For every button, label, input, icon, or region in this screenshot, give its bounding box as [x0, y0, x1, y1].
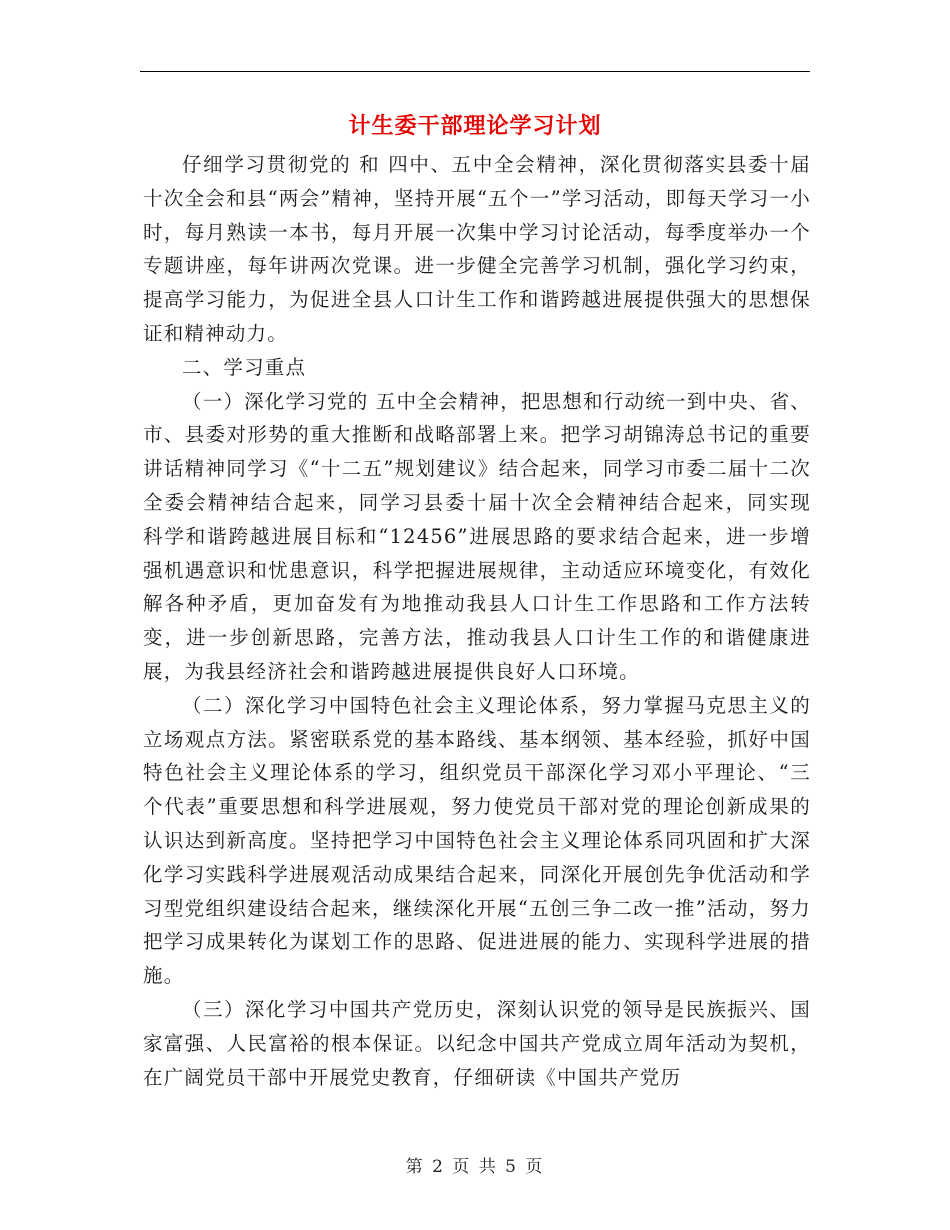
page-title: 计生委干部理论学习计划: [348, 113, 602, 139]
header-rule: [140, 71, 810, 72]
paragraph-focus-2: （二）深化学习中国特色社会主义理论体系，努力掌握马克思主义的立场观点方法。紧密联系党的基本路线、基本纲领、基本经验，抓好中国特色社会主义理论体系的学习，组织党员干部深化学习邓小平理论、“三个代表”重要思想和科学进展观，努力使党员干部对党的理论创新成果的认识达到新高度。坚持把学习中国特色社会主义理论体系同巩固和扩大深化学习实践科学进展观活动成果结合起来，同深化开展创先争优活动和学习型党组织建设结合起来，继续深化开展“五创三争二改一推”活动，努力把学习成果转化为谋划工作的思路、促进进展的能力、实现科学进展的措施。: [143, 693, 811, 988]
section-heading-study-focus: 二、学习重点: [182, 355, 307, 379]
document-body: [143, 148, 811, 1094]
paragraph-intro: 仔细学习贯彻党的 和 四中、五中全会精神，深化贯彻落实县委十届十次全会和县“两会”精神，坚持开展“五个一”学习活动，即每天学习一小时，每月熟读一本书，每月开展一次集中学习讨论活动，每季度举办一个专题讲座，每年讲两次党课。进一步健全完善学习机制，强化学习约束，提高学习能力，为促进全县人口计生工作和谐跨越进展提供强大的思想保证和精神动力。: [143, 153, 811, 345]
paragraph-focus-1: （一）深化学习党的 五中全会精神，把思想和行动统一到中央、省、市、县委对形势的重大推断和战略部署上来。把学习胡锦涛总书记的重要讲话精神同学习《“十二五”规划建议》结合起来，同学习市委二届十二次全委会精神结合起来，同学习县委十届十次全会精神结合起来，同实现 科学和谐跨越进展目标和“12456”进展思路的要求结合起来，进一步增强机遇意识和忧患意识，科学把握进展规律，主动适应环境变化，有效化解各种矛盾，更加奋发有为地推动我县人口计生工作思路和工作方法转变，进一步创新思路，完善方法，推动我县人口计生工作的和谐健康进展，为我县经济社会和谐跨越进展提供良好人口环境。: [143, 389, 811, 683]
paragraph-focus-3: （三）深化学习中国共产党历史，深刻认识党的领导是民族振兴、国家富强、人民富裕的根本保证。以纪念中国共产党成立周年活动为契机，在广阔党员干部中开展党史教育，仔细研读《中国共产党历: [143, 997, 811, 1089]
page-number-footer: 第 2 页 共 5 页: [405, 1157, 545, 1177]
